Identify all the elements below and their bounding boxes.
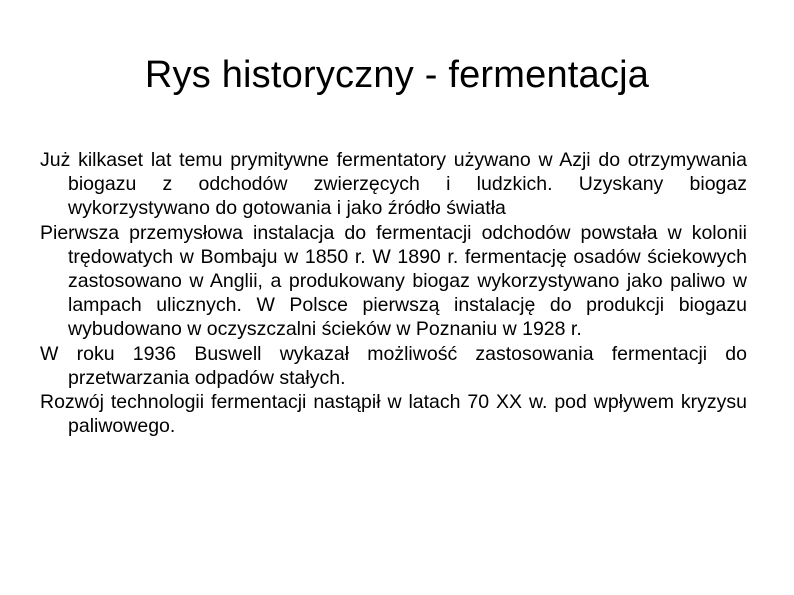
paragraph-buswell: W roku 1936 Buswell wykazał możliwość zastosowania fermentacji do przetwarzania odpadów stałych. bbox=[40, 342, 747, 389]
paragraph-first-installation: Pierwsza przemysłowa instalacja do fermentacji odchodów powstała w kolonii trędowatych w Bombaju w 1850 r. W 1890 r. fermentację osadów ściekowych zastosowano w Anglii, a produkowany biogaz wykorzystywano jako paliwo w lampach ulicznych. W Polsce pierwszą instalację do produkcji biogazu wybudowano w oczyszczalni ścieków w Poznaniu w 1928 r. bbox=[40, 221, 747, 341]
slide-body bbox=[40, 148, 747, 438]
paragraph-asia-history: Już kilkaset lat temu prymitywne fermentatory używano w Azji do otrzymywania biogazu z odchodów zwierzęcych i ludzkich. Uzyskany biogaz wykorzystywano do gotowania i jako źródło światła bbox=[40, 149, 747, 220]
slide-title: Rys historyczny - fermentacja bbox=[144, 54, 650, 96]
paragraph-technology-development: Rozwój technologii fermentacji nastąpił w latach 70 XX w. pod wpływem kryzysu paliwowego. bbox=[40, 391, 747, 438]
